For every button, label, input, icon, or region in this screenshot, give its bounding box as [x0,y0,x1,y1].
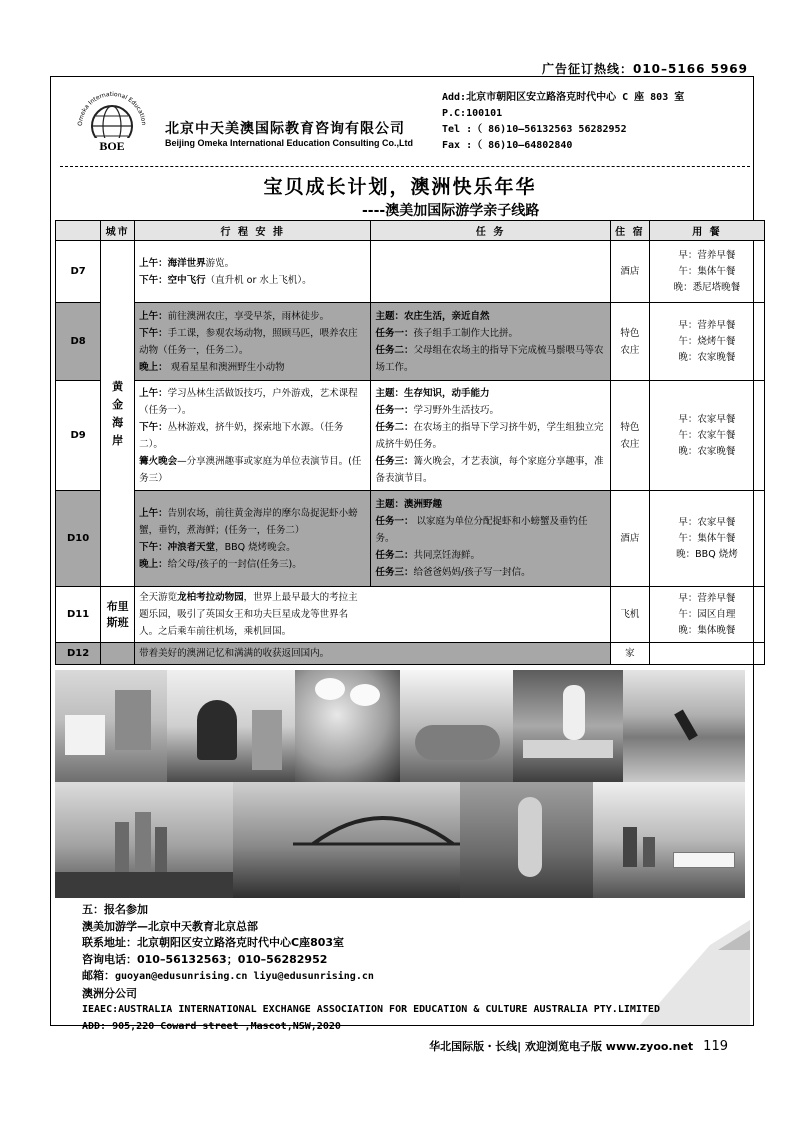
day-cell: D8 [56,303,101,381]
task-line: 主题：农庄生活，亲近自然 [375,310,490,322]
schedule-cell [135,241,371,303]
svg-text:Omeka International Education: Omeka International Education [76,90,148,127]
divider [60,166,750,167]
task-cell [371,491,610,587]
day-cell: D10 [56,491,101,587]
header-meals: 用 餐 [649,221,764,241]
bridge-shape [233,782,460,898]
table-row-d9 [56,381,765,491]
header-schedule: 行 程 安 排 [135,221,371,241]
task-cell [371,303,610,381]
meals-cell [649,643,764,665]
schedule-line: 下午：手工课，参观农场动物，照顾马匹，喂养农庄动物（任务一，任务二）。 [139,327,358,356]
table-row-d12 [56,643,765,665]
schedule-line: 下午：冲浪者天堂，BBQ 烧烤晚会。 [139,541,296,553]
contact-line: 澳美加游学—北京中天教育北京总部 [82,919,258,933]
schedule-line: 下午：空中飞行（直升机 or 水上飞机）。 [139,274,312,286]
contact-address: 联系地址：北京朝阳区安立路洛克时代中心C座803室 [82,936,345,949]
stay-cell: 酒店 [610,491,649,587]
photo-family-group [400,670,513,782]
meal-line: 午：烧烤午餐 [678,335,736,347]
company-name-en: Beijing Omeka International Education Consulting Co.,Ltd [165,138,414,148]
meal-line: 晚：集体晚餐 [678,624,736,636]
schedule-line: 上午：海洋世界游览。 [139,257,235,269]
company-name-cn: 北京中天美澳国际教育咨询有限公司 [165,121,405,137]
meals-cell [649,491,764,587]
header-stay: 住 宿 [610,221,649,241]
stay-cell: 酒店 [610,241,649,303]
photo-kids-cooking [295,670,400,782]
task-line: 任务三：篝火晚会，才艺表演，每个家庭分享趣事，准备表演节目。 [375,455,604,484]
contact-heading: 五：报名参加 [82,903,148,916]
contact-email: 邮箱：guoyan@edusunrising.cn liyu@edusunrising.cn [82,969,374,982]
table-header-row [56,221,765,241]
globe-logo-icon [72,86,152,158]
schedule-line: 篝火晚会—分享澳洲趣事或家庭为单位表演节目。(任务三） [139,455,362,484]
tel-line: Tel :（ 86)10–56132563 56282952 [442,124,627,135]
meal-line: 午：集体午餐 [678,265,736,277]
contact-branch: 澳洲分公司 [82,986,137,1000]
contact-phone: 咨询电话：010–56132563；010–56282952 [82,952,328,966]
day-cell: D9 [56,381,101,491]
schedule-cell: 带着美好的澳洲记忆和满满的收获返回国内。 [135,643,611,665]
schedule-cell: 全天游览龙柏考拉动物园，世界上最早最大的考拉主题乐园，吸引了英国女王和功夫巨星成龙等世界名人。之后乘车前往机场，乘机回国。 [135,587,611,643]
company-address [442,90,684,154]
day-cell: D7 [56,241,101,303]
task-cell [371,241,610,303]
city-line: 斯班 [106,615,129,629]
table-row-d8 [56,303,765,381]
schedule-line: 下午：丛林游戏，挤牛奶，探索地下水源。（任务二）。 [139,421,344,450]
schedule-cell [135,491,371,587]
city-char: 岸 [112,433,124,447]
meal-line: 午：集体午餐 [678,532,736,544]
meal-line: 早：营养早餐 [678,249,736,261]
day-cell: D12 [56,643,101,665]
page-footer [429,1038,728,1054]
task-line: 任务二：在农场主的指导下学习挤牛奶，学生组独立完成挤牛奶任务。 [375,421,604,450]
city-cell-brisbane [101,587,135,643]
meals-cell [649,303,764,381]
task-line: 任务一：孩子组手工制作大比拼。 [375,327,518,339]
city-char: 海 [112,415,124,429]
meal-line: 晚：BBQ 烧烤 [676,548,738,560]
ad-hotline: 广告征订热线：010–5166 5969 [541,62,748,76]
stay-cell: 家 [610,643,649,665]
photo-city-skyline [55,782,233,898]
city-line: 布里 [106,599,129,613]
contact-branch-address: ADD: 905,220 Coward street ,Mascot,NSW,2020 [82,1020,341,1032]
photo-classroom [167,670,295,782]
meal-line: 晚：农家晚餐 [678,445,736,457]
footer-text: 华北国际版・长线| 欢迎浏览电子版 www.zyoo.net [429,1040,694,1053]
photo-bbq [513,670,623,782]
stay-cell: 飞机 [610,587,649,643]
meal-line: 午：园区自理 [678,608,736,620]
table-row-d7 [56,241,765,303]
email-link[interactable]: guoyan@edusunrising.cn liyu@edusunrising.cn [115,971,374,982]
task-line: 任务二：父母组在农场主的指导下完成梳马鬃喂马等农场工作。 [375,344,604,373]
meal-line: 早：营养早餐 [678,592,736,604]
meal-line: 晚：悉尼塔晚餐 [673,281,741,293]
postcode-line: P.C:100101 [442,108,503,119]
task-line: 任务三：给爸爸妈妈/孩子写一封信。 [375,567,531,578]
schedule-cell [135,381,371,491]
header-day [56,221,101,241]
city-char: 黄 [112,379,124,393]
meal-line: 早：农家早餐 [678,516,736,528]
day-cell: D11 [56,587,101,643]
stay-cell: 特色 农庄 [610,381,649,491]
task-line: 任务二：共同烹饪海鲜。 [375,550,480,561]
contact-ieaec: IEAEC:AUSTRALIA INTERNATIONAL EXCHANGE ASSOCIATION FOR EDUCATION & CULTURE AUSTRALIA PTY.LIMITED [82,1004,660,1015]
fax-line: Fax :（ 86)10–64802840 [442,140,573,151]
schedule-cell [135,303,371,381]
task-line: 主题：生存知识，动手能力 [375,387,490,399]
itinerary-table [55,220,765,665]
meal-line: 早：营养早餐 [678,319,736,331]
schedule-line: 晚上：给父母/孩子的一封信(任务三)。 [139,558,302,570]
meals-cell [649,587,764,643]
svg-text:BOE: BOE [99,139,125,153]
task-line: 任务一： 以家庭为单位分配捉虾和小螃蟹及垂钓任务。 [375,516,588,544]
city-cell-gold-coast [101,241,135,587]
photo-hotel-room [55,670,167,782]
page-number: 119 [703,1039,728,1054]
table-row-d10 [56,491,765,587]
header-city: 城市 [101,221,135,241]
photo-cruise-ship [593,782,745,898]
header-task: 任 务 [371,221,610,241]
task-line: 主题：澳洲野趣 [375,499,442,510]
meal-line: 午：农家午餐 [678,429,736,441]
schedule-line: 晚上： 观看星星和澳洲野生小动物 [139,361,285,373]
photo-street-performer [460,782,593,898]
schedule-line: 上午：告别农场，前往黄金海岸的摩尔岛捉泥虾小螃蟹，垂钓，煮海鲜；(任务一，任务二） [139,507,358,536]
stay-cell: 特色 农庄 [610,303,649,381]
table-row-d11 [56,587,765,643]
photo-harbour-bridge [233,782,460,898]
city-char: 金 [112,397,124,411]
page-title: 宝贝成长计划，澳洲快乐年华 [263,176,537,198]
meals-cell [649,381,764,491]
address-line: Add:北京市朝阳区安立路洛克时代中心 C 座 803 室 [442,92,685,103]
task-line: 任务一：学习野外生活技巧。 [375,404,499,416]
contact-block [82,902,660,1035]
page-subtitle: ----澳美加国际游学亲子线路 [362,203,540,219]
meals-cell [649,241,764,303]
meal-line: 晚：农家晚餐 [678,351,736,363]
city-cell [101,643,135,665]
schedule-line: 上午：前往澳洲农庄，享受早茶，雨林徒步。 [139,310,330,322]
task-cell [371,381,610,491]
schedule-line: 上午：学习丛林生活做饭技巧，户外游戏，艺术课程（任务一）。 [139,387,358,416]
meal-line: 早：农家早餐 [678,413,736,425]
photo-beach [623,670,745,782]
